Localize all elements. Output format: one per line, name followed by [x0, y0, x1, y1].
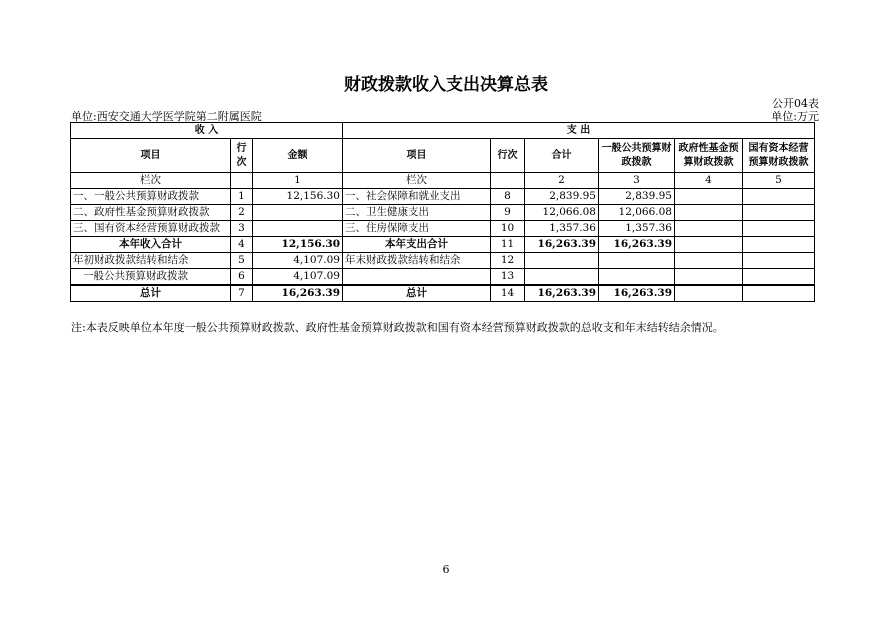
col-general: 一般公共预算财政拨款 — [599, 139, 675, 173]
income-amount: 12,156.30 — [253, 189, 343, 205]
expense-state-capital — [743, 253, 815, 269]
expense-row-no: 13 — [491, 269, 525, 286]
table-row — [71, 253, 815, 269]
expense-state-capital — [743, 189, 815, 205]
income-row-no: 2 — [231, 205, 253, 221]
income-item: 三、国有资本经营预算财政拨款 — [71, 221, 231, 237]
expense-row-no: 8 — [491, 189, 525, 205]
income-item: 一般公共预算财政拨款 — [71, 269, 231, 286]
income-row-no: 5 — [231, 253, 253, 269]
income-row-no: 6 — [231, 269, 253, 286]
col-item: 项目 — [71, 139, 231, 173]
income-item: 一、一般公共预算财政拨款 — [71, 189, 231, 205]
expense-state-capital — [743, 237, 815, 253]
index-1: 1 — [253, 173, 343, 189]
income-amount: 4,107.09 — [253, 269, 343, 286]
expense-gov-fund — [675, 269, 743, 286]
expense-state-capital — [743, 269, 815, 286]
expense-general: 2,839.95 — [599, 189, 675, 205]
index-label-right: 栏次 — [343, 173, 491, 189]
currency-unit: 单位:万元 — [771, 110, 819, 123]
expense-gov-fund — [675, 285, 743, 302]
expense-general — [599, 269, 675, 286]
reporting-unit: 单位:西安交通大学医学院第二附属医院 — [71, 110, 262, 123]
expense-item: 总计 — [343, 285, 491, 302]
income-row-no: 3 — [231, 221, 253, 237]
expense-item: 三、住房保障支出 — [343, 221, 491, 237]
expense-total: 16,263.39 — [525, 285, 599, 302]
expense-item: 二、卫生健康支出 — [343, 205, 491, 221]
expense-header: 支 出 — [343, 123, 815, 139]
expense-state-capital — [743, 285, 815, 302]
index-4: 4 — [675, 173, 743, 189]
expense-gov-fund — [675, 205, 743, 221]
section-header-row — [71, 123, 815, 139]
subtotal-row — [71, 237, 815, 253]
expense-total — [525, 253, 599, 269]
expense-row-no: 12 — [491, 253, 525, 269]
income-amount: 16,263.39 — [253, 285, 343, 302]
expense-row-no: 10 — [491, 221, 525, 237]
expense-item: 年末财政拨款结转和结余 — [343, 253, 491, 269]
col-amount: 金额 — [253, 139, 343, 173]
income-amount — [253, 221, 343, 237]
expense-state-capital — [743, 205, 815, 221]
index-3: 3 — [599, 173, 675, 189]
table-row — [71, 189, 815, 205]
expense-gov-fund — [675, 253, 743, 269]
expense-total — [525, 269, 599, 286]
expense-row-no: 11 — [491, 237, 525, 253]
income-row-no: 4 — [231, 237, 253, 253]
income-item: 总计 — [71, 285, 231, 302]
col-item2: 项目 — [343, 139, 491, 173]
form-number: 公开04表 — [772, 97, 819, 110]
page-number: 6 — [442, 563, 450, 576]
expense-total: 12,066.08 — [525, 205, 599, 221]
expense-total: 1,357.36 — [525, 221, 599, 237]
expense-general: 16,263.39 — [599, 237, 675, 253]
index-5: 5 — [743, 173, 815, 189]
expense-gov-fund — [675, 237, 743, 253]
income-amount: 12,156.30 — [253, 237, 343, 253]
col-row-no2: 行次 — [491, 139, 525, 173]
expense-gov-fund — [675, 221, 743, 237]
index-label-left: 栏次 — [71, 173, 231, 189]
table-row — [71, 205, 815, 221]
appropriation-summary-table — [70, 122, 815, 302]
expense-total: 16,263.39 — [525, 237, 599, 253]
expense-gov-fund — [675, 189, 743, 205]
table-row — [71, 269, 815, 286]
income-item: 年初财政拨款结转和结余 — [71, 253, 231, 269]
expense-item: 本年支出合计 — [343, 237, 491, 253]
income-amount — [253, 205, 343, 221]
expense-item — [343, 269, 491, 286]
income-header: 收 入 — [71, 123, 343, 139]
expense-general: 12,066.08 — [599, 205, 675, 221]
expense-general: 1,357.36 — [599, 221, 675, 237]
expense-general: 16,263.39 — [599, 285, 675, 302]
grand-total-row — [71, 285, 815, 302]
expense-row-no: 9 — [491, 205, 525, 221]
income-row-no: 1 — [231, 189, 253, 205]
income-item: 本年收入合计 — [71, 237, 231, 253]
expense-total: 2,839.95 — [525, 189, 599, 205]
col-state-capital: 国有资本经营预算财政拨款 — [743, 139, 815, 173]
footnote: 注:本表反映单位本年度一般公共预算财政拨款、政府性基金预算财政拨款和国有资本经营预算财政拨款的总收支和年末结转结余情况。 — [71, 321, 724, 334]
page-title: 财政拨款收入支出决算总表 — [344, 75, 548, 95]
expense-general — [599, 253, 675, 269]
expense-item: 一、社会保障和就业支出 — [343, 189, 491, 205]
column-index-row — [71, 173, 815, 189]
table-row — [71, 221, 815, 237]
col-gov-fund: 政府性基金预算财政拨款 — [675, 139, 743, 173]
column-header-row — [71, 139, 815, 173]
income-amount: 4,107.09 — [253, 253, 343, 269]
expense-state-capital — [743, 221, 815, 237]
income-item: 二、政府性基金预算财政拨款 — [71, 205, 231, 221]
expense-row-no: 14 — [491, 285, 525, 302]
index-2: 2 — [525, 173, 599, 189]
col-row-no: 行次 — [231, 139, 253, 173]
income-row-no: 7 — [231, 285, 253, 302]
col-total: 合计 — [525, 139, 599, 173]
